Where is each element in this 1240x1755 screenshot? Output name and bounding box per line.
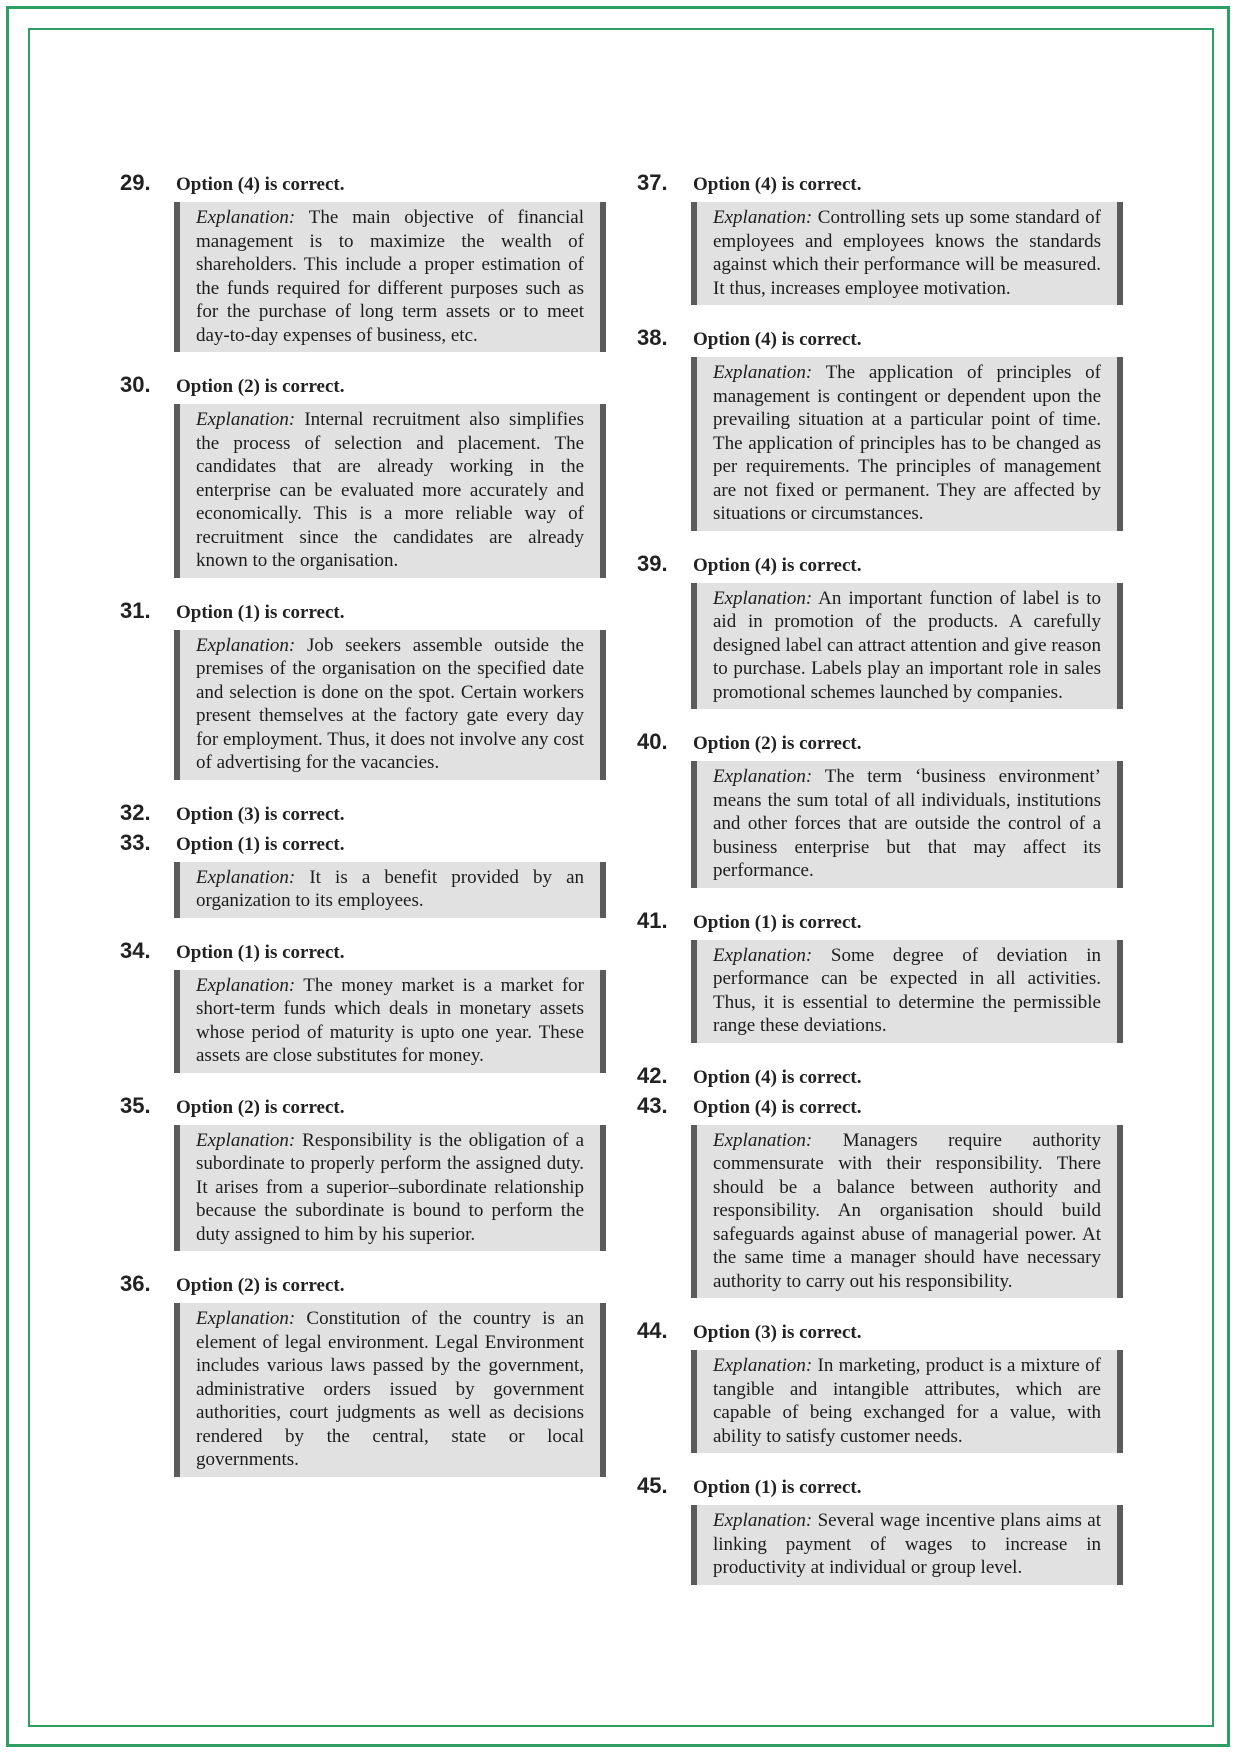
explanation-box	[691, 1125, 1123, 1299]
explanation-label: Explanation:	[196, 207, 296, 228]
question-number: 37.	[637, 170, 668, 195]
explanation-text: Several wage incentive plans aims at linking payment of wages to increase in productivity at individual or group level.	[713, 1510, 1101, 1578]
explanation-box	[691, 583, 1123, 710]
explanation-label: Explanation:	[713, 944, 813, 966]
answer-option: Option (3) is correct.	[693, 1322, 862, 1343]
question-number: 39.	[637, 550, 668, 576]
question-number: 43.	[637, 1092, 668, 1118]
explanation-text: The application of principles of management is contingent or dependent upon the prevailing situation at a particular point of time. The application of principles has to be changed as per requirements. The principles of management are not fixed or permanent. They are affected by situations or circumstances.	[713, 362, 1101, 524]
answer-option: Option (4) is correct.	[693, 1096, 862, 1118]
explanation-box	[691, 940, 1123, 1043]
explanation-text: It is a benefit provided by an organization to its employees.	[196, 866, 584, 911]
question-number: 36.	[120, 1271, 151, 1296]
explanation-text: Responsibility is the obligation of a subordinate to properly perform the assigned duty. It arises from a superior–subordinate relationship because the subordinate is bound to perform the duty assigned to him by his superior.	[196, 1129, 584, 1245]
answer-option: Option (1) is correct.	[693, 911, 862, 933]
answer-option: Option (3) is correct.	[176, 803, 345, 825]
question-number: 45.	[637, 1473, 668, 1498]
answer-option: Option (2) is correct.	[693, 733, 862, 754]
explanation-text: Some degree of deviation in performance can be expected in all activities. Thus, it is essential to determine the permissible range these deviations.	[713, 944, 1101, 1036]
answer-option: Option (2) is correct.	[176, 1275, 345, 1296]
explanation-label: Explanation:	[196, 974, 296, 996]
explanation-text: Controlling sets up some standard of employees and employees knows the standards against which their performance will be measured. It thus, increases employee motivation.	[713, 207, 1101, 299]
question-number: 38.	[637, 325, 668, 350]
answer-option: Option (4) is correct.	[693, 1066, 862, 1088]
question-37-header	[637, 168, 1123, 198]
explanation-box	[174, 1303, 606, 1477]
explanation-label: Explanation:	[713, 1510, 813, 1531]
answer-option: Option (4) is correct.	[693, 174, 862, 195]
explanation-box	[174, 202, 606, 352]
explanation-text: Managers require authority commensurate with their responsibility. There should be a balance between authority and responsibility. An organisation should build safeguards against abuse of managerial power. At the same time a manager should have necessary authority to carry out his responsibility.	[713, 1129, 1101, 1292]
explanation-text: The main objective of financial management is to maximize the wealth of shareholders. This include a proper estimation of the funds required for different purposes such as for the purchase of long term assets or to meet day-to-day expenses of business, etc.	[196, 207, 584, 346]
question-number: 40.	[637, 729, 668, 754]
answer-option: Option (1) is correct.	[176, 601, 345, 623]
question-36-header	[120, 1269, 606, 1299]
question-43-header	[637, 1091, 1123, 1121]
question-44-header	[637, 1316, 1123, 1346]
explanation-box	[691, 357, 1123, 531]
explanation-label: Explanation:	[713, 587, 813, 609]
question-35-header	[120, 1091, 606, 1121]
answer-option: Option (4) is correct.	[176, 174, 345, 195]
explanation-box	[174, 862, 606, 918]
explanation-label: Explanation:	[713, 766, 813, 787]
explanation-label: Explanation:	[196, 1308, 296, 1329]
explanation-label: Explanation:	[196, 409, 296, 430]
explanation-box	[691, 761, 1123, 888]
question-number: 44.	[637, 1318, 668, 1343]
question-34-header	[120, 936, 606, 966]
question-38-header	[637, 323, 1123, 353]
explanation-text: An important function of label is to aid in promotion of the products. A carefully designed label can attract attention and give reason to purchase. Labels play an important role in sales promotional schemes launched by companies.	[713, 587, 1101, 703]
explanation-text: In marketing, product is a mixture of tangible and intangible attributes, which are capable of being exchanged for a value, with ability to satisfy customer needs.	[713, 1355, 1101, 1447]
question-31-header	[120, 596, 606, 626]
answer-option: Option (4) is correct.	[693, 329, 862, 350]
question-29-header	[120, 168, 606, 198]
explanation-box	[691, 202, 1123, 305]
explanation-label: Explanation:	[713, 1355, 813, 1376]
question-30-header	[120, 370, 606, 400]
explanation-text: Constitution of the country is an element of legal environment. Legal Environment includes various laws passed by the government, administrative orders issued by government authorities, court judgments as well as decisions rendered by the central, state or local governments.	[196, 1308, 584, 1470]
left-column	[120, 168, 606, 1477]
question-33-header	[120, 828, 606, 858]
explanation-label: Explanation:	[713, 207, 813, 228]
question-number: 32.	[120, 799, 151, 825]
question-41-header	[637, 906, 1123, 936]
explanation-text: Job seekers assemble outside the premises of the organisation on the specified date and selection is done on the spot. Certain workers present themselves at the factory gate every day for employment. Thus, it does not involve any cost of advertising for the vacancies.	[196, 634, 584, 773]
question-40-header	[637, 727, 1123, 757]
explanation-label: Explanation:	[713, 1129, 813, 1151]
explanation-text: Internal recruitment also simplifies the process of selection and placement. The candidates that are already working in the enterprise can be evaluated more accurately and economically. This is a more reliable way of recruitment since the candidates are already known to the organisation.	[196, 409, 584, 571]
explanation-box	[691, 1350, 1123, 1453]
explanation-text: The money market is a market for short-term funds which deals in monetary assets whose period of maturity is upto one year. These assets are close substitutes for money.	[196, 974, 584, 1066]
explanation-box	[174, 1125, 606, 1252]
right-column	[637, 168, 1123, 1585]
question-39-header	[637, 549, 1123, 579]
answer-option: Option (2) is correct.	[176, 1096, 345, 1118]
explanation-box	[174, 630, 606, 780]
question-number: 41.	[637, 907, 668, 933]
question-number: 42.	[637, 1062, 668, 1088]
answer-option: Option (1) is correct.	[176, 833, 345, 855]
explanation-box	[174, 970, 606, 1073]
answer-option: Option (2) is correct.	[176, 376, 345, 397]
question-number: 29.	[120, 170, 151, 195]
explanation-label: Explanation:	[713, 362, 813, 383]
question-32-header	[120, 798, 606, 828]
question-number: 33.	[120, 829, 151, 855]
answer-option: Option (1) is correct.	[693, 1477, 862, 1498]
explanation-box	[691, 1505, 1123, 1585]
question-number: 35.	[120, 1092, 151, 1118]
explanation-label: Explanation:	[196, 1129, 296, 1151]
explanation-label: Explanation:	[196, 634, 296, 656]
explanation-text: The term ‘business environment’ means the sum total of all individuals, institutions and other forces that are outside the control of a business enterprise but that may affect its performance.	[713, 766, 1101, 881]
answer-option: Option (4) is correct.	[693, 554, 862, 576]
explanation-label: Explanation:	[196, 866, 296, 888]
question-number: 30.	[120, 372, 151, 397]
question-number: 34.	[120, 937, 151, 963]
question-42-header	[637, 1061, 1123, 1091]
answer-option: Option (1) is correct.	[176, 941, 345, 963]
explanation-box	[174, 404, 606, 578]
question-number: 31.	[120, 597, 151, 623]
question-45-header	[637, 1471, 1123, 1501]
